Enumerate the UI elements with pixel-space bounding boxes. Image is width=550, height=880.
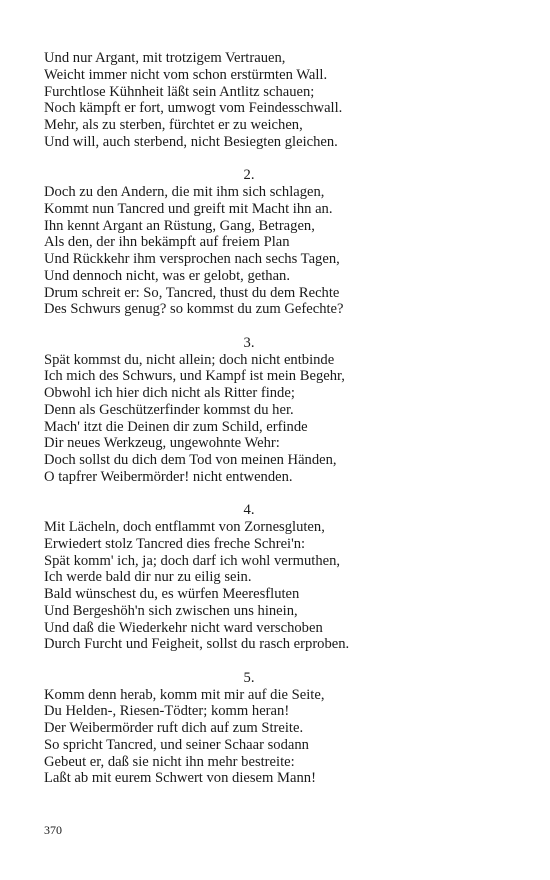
verse-line: Doch zu den Andern, die mit ihm sich schlagen, xyxy=(44,184,325,200)
stanza-5 xyxy=(44,670,484,787)
stanza-number: 2. xyxy=(243,167,255,184)
verse-line: Der Weibermörder ruft dich auf zum Streite. xyxy=(44,720,304,736)
verse-line: Spät kommst du, nicht allein; doch nicht entbinde xyxy=(44,351,335,368)
verse-line: Komm denn herab, komm mit mir auf die Seite, xyxy=(44,686,325,703)
verse-line: Ich werde bald dir nur zu eilig sein. xyxy=(44,569,252,586)
verse-line: Spät komm' ich, ja; doch darf ich wohl vermuthen, xyxy=(44,552,341,569)
page-number: 370 xyxy=(44,823,62,837)
verse-line: Drum schreit er: So, Tancred, thust du dem Rechte xyxy=(44,284,340,301)
verse-line: Denn als Geschützerfinder kommst du her. xyxy=(44,401,294,418)
verse-line: Du Helden-, Riesen-Tödter; komm heran! xyxy=(44,703,290,720)
verse-line: Erwiedert stolz Tancred dies freche Schrei'n: xyxy=(44,535,306,552)
verse-line: So spricht Tancred, und seiner Schaar sodann xyxy=(44,736,309,753)
verse-line: Dir neues Werkzeug, ungewohnte Wehr: xyxy=(44,435,280,452)
stanza-number: 3. xyxy=(243,334,255,351)
verse-line: Mit Lächeln, doch entflammt von Zornesgluten, xyxy=(44,519,325,535)
verse-line: Furchtlose Kühnheit läßt sein Antlitz schauen; xyxy=(44,83,315,100)
verse-line: Obwohl ich hier dich nicht als Ritter finde; xyxy=(44,385,295,401)
verse-line: O tapfrer Weibermörder! nicht entwenden. xyxy=(44,468,293,485)
verse-line: Laßt ab mit eurem Schwert von diesem Mann! xyxy=(44,770,316,787)
verse-line: Mehr, als zu sterben, fürchtet er zu weichen, xyxy=(44,117,303,133)
verse-line: Ihn kennt Argant an Rüstung, Gang, Betragen, xyxy=(44,217,315,234)
verse-line: Durch Furcht und Feigheit, sollst du rasch erproben. xyxy=(44,636,350,653)
verse-line: Doch sollst du dich dem Tod von meinen Händen, xyxy=(44,452,337,468)
verse-line: Und will, auch sterbend, nicht Besiegten gleichen. xyxy=(44,133,338,150)
verse-line: Und dennoch nicht, was er gelobt, gethan. xyxy=(44,267,290,284)
stanza-3 xyxy=(44,335,484,486)
verse-line: Als den, der ihn bekämpft auf freiem Plan xyxy=(44,234,290,251)
verse-line: Noch kämpft er fort, umwogt vom Feindesschwall. xyxy=(44,100,343,117)
verse-line: Und daß die Wiederkehr nicht ward verschoben xyxy=(44,619,323,636)
verse-line: Kommt nun Tancred und greift mit Macht ihn an. xyxy=(44,200,333,217)
verse-line: Mach' itzt die Deinen dir zum Schild, erfinde xyxy=(44,418,308,435)
verse-line: Weicht immer nicht vom schon erstürmten Wall. xyxy=(44,66,328,83)
stanza-number: 5. xyxy=(243,669,255,686)
stanza-4 xyxy=(44,502,484,653)
verse-line: Bald wünschest du, es würfen Meeresfluten xyxy=(44,586,300,602)
verse-line: Gebeut er, daß sie nicht ihn mehr bestreite: xyxy=(44,753,295,770)
verse-line: Und nur Argant, mit trotzigem Vertrauen, xyxy=(44,50,286,66)
stanza-1 xyxy=(44,50,484,151)
verse-line: Und Bergeshöh'n sich zwischen uns hinein, xyxy=(44,602,298,619)
verse-line: Des Schwurs genug? so kommst du zum Gefechte? xyxy=(44,301,344,318)
verse-line: Ich mich des Schwurs, und Kampf ist mein Begehr, xyxy=(44,368,345,385)
verse-line: Und Rückkehr ihm versprochen nach sechs Tagen, xyxy=(44,251,340,267)
poem-text xyxy=(44,50,484,804)
stanza-number: 4. xyxy=(243,502,255,519)
stanza-2 xyxy=(44,167,484,318)
